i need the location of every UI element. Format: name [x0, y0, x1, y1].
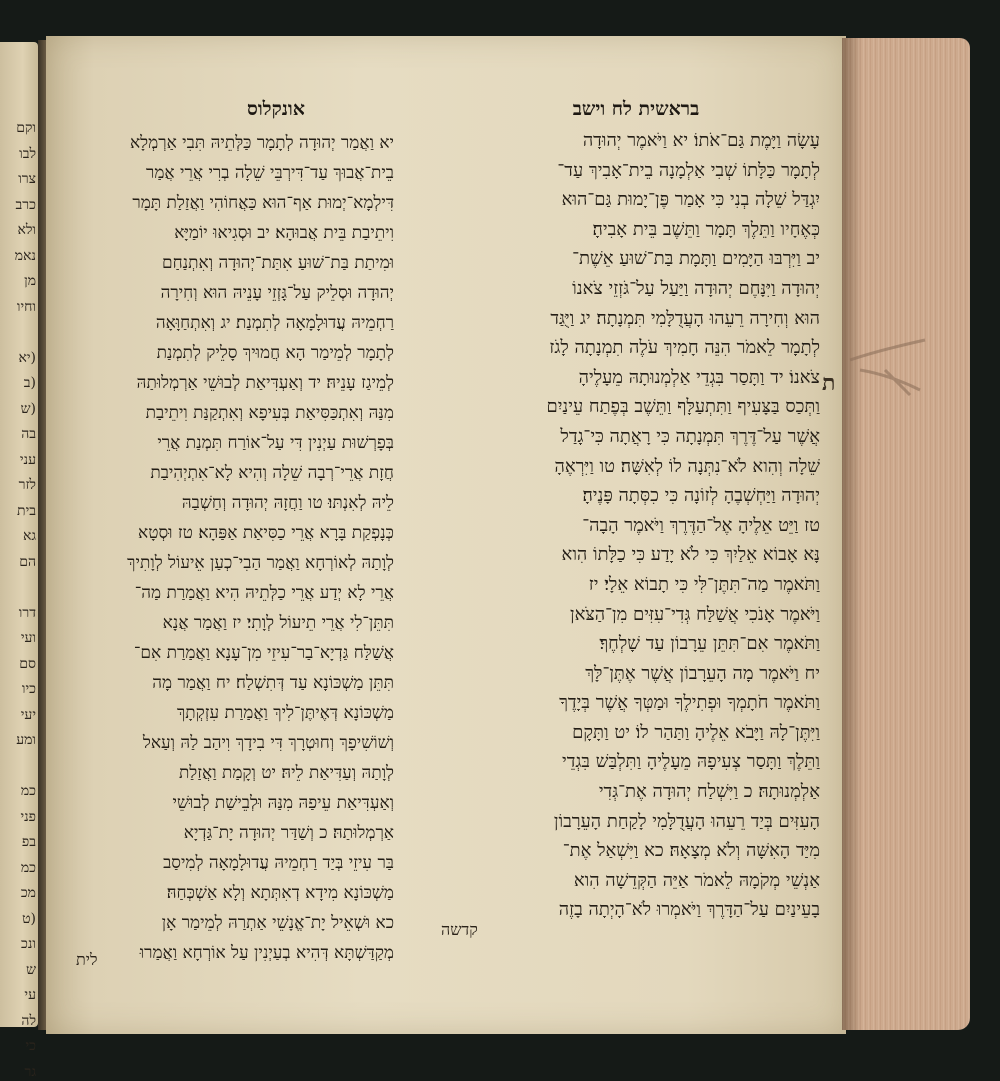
- text-line: מַשְׁכּוֹנָא מִידָא דְאִתְּתָא וְלָא אַשְׁכְּחַהּ׃: [166, 883, 394, 903]
- text-line: יא וַאֲמַר יְהוּדָה לְתָמָר כַּלְּתֵיהּ תִּבִי אַרְמְלָא: [129, 133, 394, 153]
- facing-page-line: גר: [24, 1063, 36, 1080]
- text-line: וַיֹּאמֶר אָנֹכִי אֲשַׁלַּח גְּדִי־עִזִּים מִן־הַצֹּאן: [569, 603, 820, 625]
- text-line: אַלְמְנוּתָהּ׃ כ וַיִּשְׁלַח יְהוּדָה אֶת־גְּדִי: [598, 781, 820, 803]
- facing-page-line: הם: [19, 553, 36, 570]
- text-line: כא וּשְׁאֵיל יָת־אֱנָשֵׁי אַתְרַהּ לְמֵימַר אָן: [161, 913, 394, 933]
- text-line: כְּנָפְקַת בָּרָא אֲרֵי כַסִּיאַת אַפַּהָא׃ טז וּסְטָא: [138, 523, 394, 543]
- running-header-left: אונקלוס: [247, 98, 305, 120]
- facing-page-line: כרב: [15, 196, 36, 213]
- facing-page-line: בפ: [21, 834, 36, 850]
- text-line: בְּפָרְשׁוּת עַיְנִין דִּי עַל־אוֹרַח תִּמְנַת אֲרֵי: [157, 433, 394, 453]
- text-line: וַתֹּאמֶר מַה־תִּתֶּן־לִּי כִּי תָבוֹא אֵלָי׃ יז: [588, 573, 820, 595]
- text-line: תִּתֵּן־לִי אֲרֵי תֵיעוֹל לְוָתִי׃ יז וַאֲמַר אֲנָא: [162, 613, 394, 633]
- margin-letter: ת: [822, 370, 836, 396]
- facing-page-line: בית: [17, 502, 36, 519]
- facing-page-line: ונכ: [21, 936, 36, 952]
- text-line: וּמִיתַת בַּת־שׁוּעַ אִתַּת־יְהוּדָה וְאִתְנַחַם: [161, 253, 394, 273]
- facing-page-line: ש: [26, 961, 36, 978]
- onkelos-text-column: [38, 128, 394, 968]
- text-line: יְהוּדָה וַיַּחְשְׁבֶהָ לְזוֹנָה כִּי כִסְּתָה פָּנֶיהָ׃: [582, 485, 820, 507]
- text-line: וִיתֵיבַת בֵּית אֲבוּהָא׃ יב וּסְגִיאוּ יוֹמַיָּא: [174, 223, 394, 243]
- text-line: לֵיהּ לְאִנְתּוּ׃ טו וַחֲזָהּ יְהוּדָה וְחַשְׁבַהּ: [181, 493, 394, 513]
- facing-page-line: כמ: [20, 859, 36, 876]
- text-line: מִיַּד הָאִשָּׁה וְלֹא מְצָאָהּ׃ כא וַיִּשְׁאַל אֶת־: [562, 840, 820, 862]
- text-line: דִּילְמָא־יְמוּת אַף־הוּא כַּאֲחוֹהִי וַאֲזַלַת תָּמָר: [132, 193, 394, 213]
- text-line: אַרְמְלוּתַהּ׃ כ וְשַׁדַּר יְהוּדָה יָת־גַּדְיָא: [183, 823, 394, 843]
- facing-page-line: סם: [19, 655, 36, 672]
- text-line: אֲשֶׁר עַל־דֶּרֶךְ תִּמְנָתָה כִּי רָאֲתָה כִּי־גָדַל: [560, 425, 820, 447]
- facing-page-line: לבו: [19, 145, 36, 162]
- facing-page-line: מכ: [20, 885, 36, 901]
- facing-page-line: כי: [25, 1038, 36, 1054]
- facing-page-line: גא: [22, 528, 36, 544]
- text-line: יִגְדַּל שֵׁלָה בְנִי כִּי אָמַר פֶּן־יָמוּת גַּם־הוּא: [561, 189, 820, 211]
- facing-page-line: ומע: [16, 732, 36, 748]
- text-line: יְהוּדָה וַיִּנָּחֶם יְהוּדָה וַיַּעַל עַל־גֹּזְזֵי צֹאנוֹ: [572, 277, 820, 299]
- running-header-right: בראשית לח וישב: [572, 98, 700, 120]
- text-line: רַחְמֵיהּ עֲדוּלָמָאָה לְתִמְנַת׃ יג וְאִתְחַוָּאָה: [155, 313, 394, 333]
- text-line: בַּר עִיזֵי בְּיַד רַחְמֵיהּ עֲדוּלָמָאָה לְמִיסַב: [163, 853, 394, 873]
- text-line: בֵית־אֲבוּךְ עַד־דִּירְבֵּי שֵׁלָה בְרִי אֲרֵי אֲמַר: [146, 163, 394, 183]
- text-line: לְוָתַהּ וְעַדִּיאַת לֵיהּ׃ יט וְקָמַת וַאֲזַלַת: [178, 763, 394, 783]
- facing-page-line: כמ: [20, 783, 36, 799]
- pencil-mark-icon: [840, 330, 940, 410]
- torah-text-column: [408, 126, 820, 925]
- facing-page-line: ולא: [17, 222, 36, 238]
- facing-page-line: (ב: [23, 375, 36, 391]
- page-edge-shadow: [842, 38, 862, 1030]
- facing-page-line: נאמ: [14, 247, 36, 264]
- text-line: אֲשַׁלַּח גַּדְיָא־בַר־עִיזֵי מִן־עָנָא וַאֲמַרַת אִם־: [133, 643, 394, 663]
- text-line: יח וַיֹּאמֶר מָה הָעֵרָבוֹן אֲשֶׁר אֶתֶּן־לָּךְ: [585, 662, 820, 684]
- text-line: אַנְשֵׁי מְקֹמָהּ לֵאמֹר אַיֵּה הַקְּדֵשָׁה הִוא: [573, 869, 820, 891]
- facing-page-line: (יא: [18, 349, 36, 366]
- facing-page-line: עי: [24, 987, 36, 1003]
- facing-page-line: כיו: [21, 681, 36, 697]
- text-line: יב וַיִּרְבּוּ הַיָּמִים וַתָּמָת בַּת־שׁוּעַ אֵשֶׁת־: [572, 248, 820, 270]
- text-line: כְּאֶחָיו וַתֵּלֶךְ תָּמָר וַתֵּשֶׁב בֵּית אָבִיהָ׃: [592, 218, 820, 240]
- facing-page-line: פני: [20, 808, 36, 825]
- text-line: מְקַדַּשְׁתָּא דְּהִיא בְעַיְנִין עַל אוֹרְחָא וַאֲמַרוּ: [139, 943, 394, 963]
- facing-page-line: לזר: [18, 477, 36, 493]
- facing-page-line: דרו: [18, 604, 36, 621]
- text-line: מַשְׁכּוֹנָא דְּאֶיתֶּן־לִיךְ וַאֲמַרַת עִזְקְתָךְ: [176, 703, 394, 723]
- facing-page-line: בה: [21, 426, 36, 442]
- text-line: בָעֵינַיִם עַל־הַדָּרֶךְ וַיֹּאמְרוּ לֹא־הָיְתָה בָזֶה: [558, 899, 820, 921]
- facing-page-line: וחיו: [16, 298, 36, 315]
- facing-page-fragment: [0, 42, 38, 1080]
- text-line: הוּא וְחִירָה רֵעֵהוּ הָעֲדֻלָּמִי תִּמְנָתָה׃ יג וַיֻּגַּד: [550, 307, 820, 329]
- text-line: וַיִּתֶּן־לָהּ וַיָּבֹא אֵלֶיהָ וַתַּהַר לוֹ׃ יט וַתָּקָם: [572, 721, 820, 743]
- text-line: עָשָׂה וַיָּמֶת גַּם־אֹתוֹ׃ יא וַיֹּאמֶר יְהוּדָה: [582, 130, 820, 151]
- text-line: לְוָתַהּ לְאוֹרְחָא וַאֲמַר הַבִי־כְעַן אֵיעוֹל לְוָתִיךְ: [127, 553, 394, 573]
- facing-page-line: עני: [19, 451, 36, 468]
- facing-page-line: יעי: [20, 706, 36, 723]
- text-line: טז וַיֵּט אֵלֶיהָ אֶל־הַדֶּרֶךְ וַיֹּאמֶר הָבָה־: [582, 514, 820, 536]
- text-line: נָּא אָבוֹא אֵלַיִךְ כִּי לֹא יָדַע כִּי כַלָּתוֹ הִוא: [561, 544, 820, 566]
- text-line: אֲרֵי לָא יְדַע אֲרֵי כַלְּתֵיהּ הִיא וַאֲמַרַת מַה־: [134, 583, 394, 603]
- text-line: וַתֵּלֶךְ וַתָּסַר צְעִיפָהּ מֵעָלֶיהָ וַתִּלְבַּשׁ בִּגְדֵי: [561, 751, 820, 773]
- catchword-right: קדשה: [441, 920, 478, 939]
- text-line: וְאַעְדִּיאַת עֵיפַהּ מִנַּהּ וּלְבֵישַׁת לְבוּשֵׁי: [172, 793, 394, 813]
- text-line: לְתָמָר לְמֵימַר הָא חֲמוּיךְ סָלֵיק לְתִמְנַת: [156, 343, 394, 363]
- facing-page-line: מן: [24, 273, 36, 289]
- text-line: לְמֵיגַז עָנֵיהּ׃ יד וְאַעְדִּיאַת לְבוּשֵׁי אַרְמְלוּתַהּ: [136, 373, 394, 393]
- facing-page-line: (ט: [22, 910, 36, 927]
- text-line: יְהוּדָה וּסְלֵיק עַל־גָּזְזֵי עָנֵיהּ הוּא וְחִירָה: [160, 283, 394, 303]
- facing-page-line: וקם: [16, 120, 36, 136]
- text-line: וְשׁוֹשִׁיפָךְ וְחוּטְרָךְ דִּי בִידָךְ וִיהַב לַהּ וְעַאל: [142, 733, 394, 753]
- text-line: חֲזָת אֲרֵי־רְבָה שֵׁלָה וְהִיא לָא־אִתְיְהִיבַת: [150, 463, 394, 483]
- text-line: וַתְּכַס בַּצָּעִיף וַתִּתְעַלָּף וַתֵּשֶׁב בְּפֶתַח עֵינַיִם: [546, 396, 820, 418]
- text-line: לְתָמָר כַּלָּתוֹ שְׁבִי אַלְמָנָה בֵית־אָבִיךְ עַד־: [557, 159, 820, 181]
- facing-page-line: ועי: [20, 630, 36, 646]
- text-line: וַתֹּאמֶר אִם־תִּתֵּן עֵרָבוֹן עַד שָׁלְחֶךָ׃: [599, 633, 820, 655]
- text-line: הָעִזִּים בְּיַד רֵעֵהוּ הָעֲדֻלָּמִי לָקַחַת הָעֵרָבוֹן: [553, 810, 820, 832]
- text-line: צֹאנוֹ׃ יד וַתָּסַר בִּגְדֵי אַלְמְנוּתָהּ מֵעָלֶיהָ: [578, 366, 820, 388]
- text-line: תִּתֵּן מַשְׁכּוֹנָא עַד דְּתִשְׁלַח׃ יח וַאֲמַר מָה: [152, 673, 394, 693]
- facing-page-line: (ש: [20, 400, 36, 417]
- page: [46, 36, 846, 1034]
- catchword-left: לית: [76, 950, 98, 969]
- text-line: וַתֹּאמֶר חֹתָמְךָ וּפְתִילֶךָ וּמַטְּךָ אֲשֶׁר בְּיָדֶךָ: [559, 692, 820, 714]
- text-line: שֵׁלָה וְהִוא לֹא־נִתְּנָה לוֹ לְאִשָּׁה׃ טו וַיִּרְאֶהָ: [554, 455, 820, 477]
- facing-page-line: צרו: [18, 171, 36, 187]
- text-line: מִנַּהּ וְאִתְכַּסִּיאַת בְּעִיפָא וְאִתְקַנַּת וִיתֵיבַת: [145, 403, 394, 423]
- facing-page-line: לה: [21, 1012, 36, 1029]
- text-line: לְתָמָר לֵאמֹר הִנֵּה חָמִיךְ עֹלֶה תִמְנָתָה לָגֹז: [549, 337, 820, 359]
